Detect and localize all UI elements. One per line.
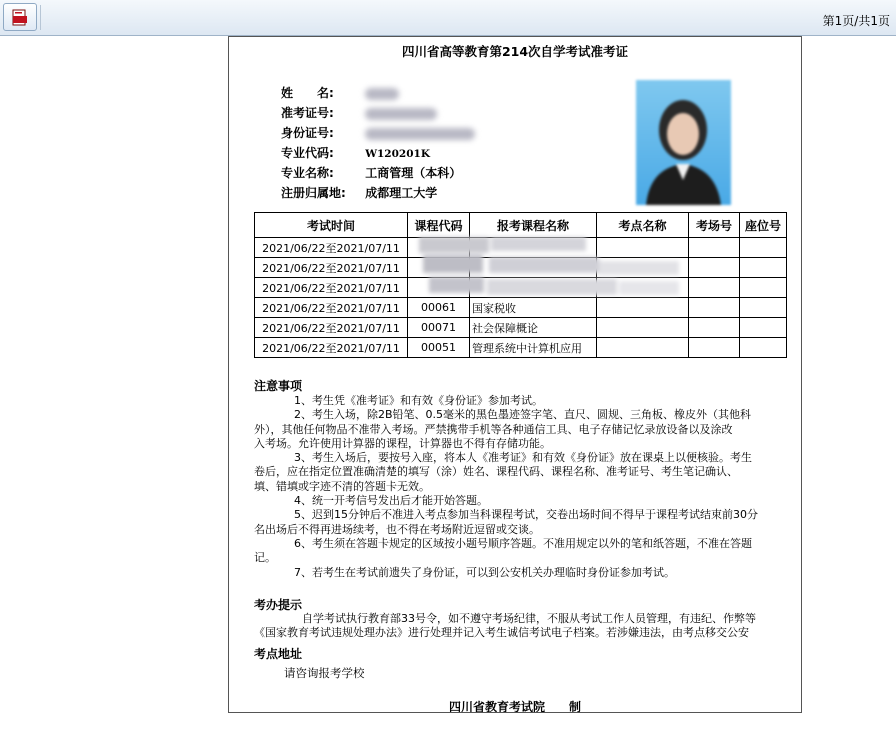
info-value: 成都理工大学: [365, 186, 438, 200]
document-title: 四川省高等教育第214次自学考试准考证: [401, 44, 629, 59]
info-row-major-name: [281, 163, 475, 183]
info-value-redacted: [365, 103, 437, 123]
cell-seat: [740, 318, 787, 338]
info-value: W120201K: [365, 148, 430, 160]
cell-room: [689, 318, 740, 338]
column-header: 课程代码: [408, 213, 470, 238]
notes-heading: 注意事项: [254, 379, 303, 393]
tips-heading: 考办提示: [254, 598, 303, 612]
info-label: 专业名称:: [281, 166, 334, 180]
cell-time: 2021/06/22至2021/07/11: [255, 278, 408, 298]
info-row-registration: [281, 183, 475, 203]
table-row: [255, 318, 787, 338]
column-header: 考场号: [689, 213, 740, 238]
cell-seat: [740, 298, 787, 318]
toolbar-separator: [40, 5, 41, 30]
cell-room: [689, 258, 740, 278]
address-text: 请咨询报考学校: [284, 666, 365, 680]
column-header: 报考课程名称: [470, 213, 597, 238]
cell-venue: [597, 338, 689, 358]
tip-line: 《国家教育考试违规处理办法》进行处理并记入考生诚信考试电子档案。若涉嫌违法，由考点移交公安: [254, 626, 749, 640]
info-value-redacted: [365, 83, 399, 103]
issuer-signature: 四川省教育考试院 制: [448, 700, 581, 713]
cell-room: [689, 238, 740, 258]
cell-code: 00061: [408, 298, 470, 318]
pdf-file-icon: [12, 9, 28, 27]
cell-seat: [740, 338, 787, 358]
note-line: 2、考生入场，除2B铅笔、0.5毫米的黑色墨迹签字笔、直尺、圆规、三角板、橡皮外（其他科: [294, 408, 752, 422]
note-line: 填、错填或字迹不清的答题卡无效。: [254, 479, 430, 493]
info-label: 注册归属地:: [281, 186, 346, 200]
cell-time: 2021/06/22至2021/07/11: [255, 338, 408, 358]
note-line: 卷后，应在指定位置准确清楚的填写（涂）姓名、课程代码、课程名称、准考证号、考生笔记确认、: [254, 465, 738, 479]
info-row-major-code: [281, 143, 475, 163]
cell-room: [689, 338, 740, 358]
note-line: 记。: [254, 551, 276, 565]
cell-code: 00051: [408, 338, 470, 358]
cell-time: 2021/06/22至2021/07/11: [255, 298, 408, 318]
admission-ticket-page: [228, 36, 802, 713]
redaction-mosaic: [419, 237, 689, 307]
cell-room: [689, 298, 740, 318]
cell-code: 00071: [408, 318, 470, 338]
notes-list: [254, 394, 787, 580]
candidate-info: [281, 83, 475, 203]
cell-time: 2021/06/22至2021/07/11: [255, 258, 408, 278]
viewer-toolbar: [0, 0, 896, 36]
cell-time: 2021/06/22至2021/07/11: [255, 318, 408, 338]
note-line: 入考场。允许使用计算器的课程，计算器也不得有存储功能。: [254, 436, 551, 450]
info-row-ticket-number: [281, 103, 475, 123]
cell-course: 国家税收: [470, 298, 597, 318]
candidate-photo: [636, 80, 731, 205]
table-header-row: [255, 213, 787, 238]
cell-course: 管理系统中计算机应用: [470, 338, 597, 358]
page-indicator: 第1页/共1页: [822, 14, 890, 28]
note-line: 名出场后不得再进场续考，也不得在考场附近逗留或交谈。: [254, 522, 540, 536]
cell-seat: [740, 278, 787, 298]
note-line: 7、若考生在考试前遗失了身份证，可以到公安机关办理临时身份证参加考试。: [294, 565, 675, 579]
column-header: 考试时间: [255, 213, 408, 238]
pdf-export-button[interactable]: [3, 3, 37, 31]
info-label: 身份证号:: [281, 126, 334, 140]
info-label: 专业代码:: [281, 146, 334, 160]
column-header: 考点名称: [597, 213, 689, 238]
cell-course: 社会保障概论: [470, 318, 597, 338]
info-label: 姓 名:: [281, 86, 334, 100]
info-value: 工商管理（本科）: [365, 166, 462, 180]
cell-time: 2021/06/22至2021/07/11: [255, 238, 408, 258]
note-line: 3、考生入场后，要按号入座，将本人《准考证》和有效《身份证》放在课桌上以便核验。考生: [294, 451, 752, 465]
cell-seat: [740, 238, 787, 258]
info-row-id-number: [281, 123, 475, 143]
note-line: 4、统一开考信号发出后才能开始答题。: [294, 494, 488, 508]
address-heading: 考点地址: [254, 647, 303, 661]
note-line: 5、迟到15分钟后不准进入考点参加当科课程考试，交卷出场时间不得早于课程考试结束前30分: [294, 508, 758, 522]
note-line: 外），其他任何物品不准带入考场。严禁携带手机等各种通信工具、电子存储记忆录放设备以及涂改: [254, 422, 733, 436]
table-row: [255, 338, 787, 358]
note-line: 1、考生凭《准考证》和有效《身份证》参加考试。: [294, 394, 543, 407]
document-viewer[interactable]: [0, 36, 896, 733]
cell-room: [689, 278, 740, 298]
tip-line: 自学考试执行教育部33号令，如不遵守考场纪律，不服从考试工作人员管理，有违纪、作弊等: [302, 612, 756, 625]
info-row-name: [281, 83, 475, 103]
info-value-redacted: [365, 123, 475, 143]
cell-seat: [740, 258, 787, 278]
tips-text: [254, 612, 802, 641]
column-header: 座位号: [740, 213, 787, 238]
note-line: 6、考生须在答题卡规定的区域按小题号顺序答题。不准用规定以外的笔和纸答题，不准在答题: [294, 536, 752, 550]
info-label: 准考证号:: [281, 106, 334, 120]
cell-venue: [597, 318, 689, 338]
